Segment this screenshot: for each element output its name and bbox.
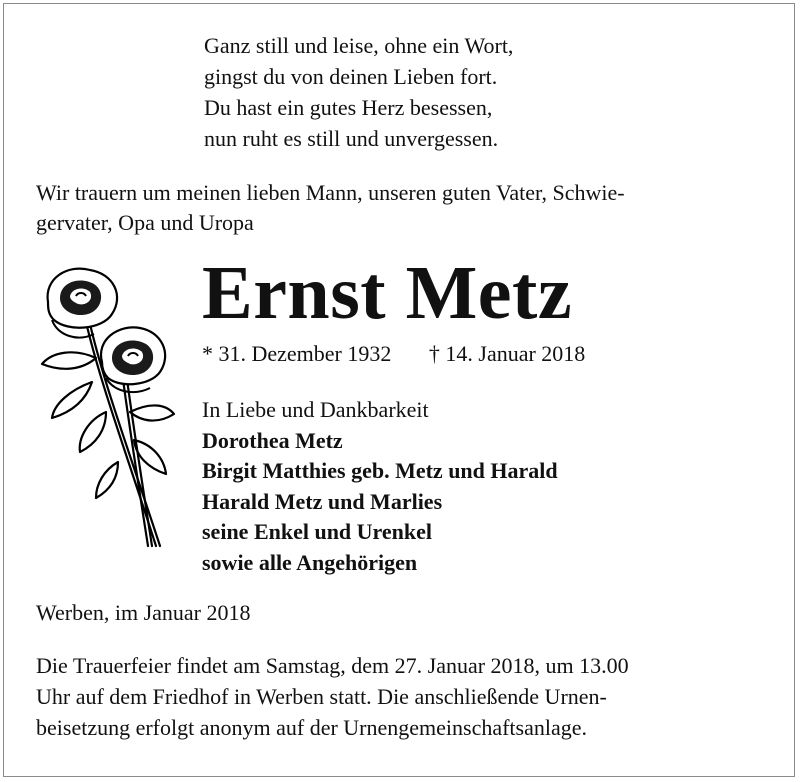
mourners-block — [202, 395, 558, 578]
intro-text — [36, 178, 766, 238]
mourner-name: seine Enkel und Urenkel — [202, 519, 433, 544]
intro-line: gervater, Opa und Uropa — [36, 210, 254, 235]
mourner-name: Dorothea Metz — [202, 427, 343, 453]
birth-date: * 31. Dezember 1932 — [202, 341, 392, 366]
funeral-line: Uhr auf dem Friedhof in Werben statt. Die anschließende Urnen- — [36, 684, 607, 709]
mourner-name: Harald Metz und Marlies — [202, 488, 443, 514]
poem-line: gingst du von deinen Lieben fort. — [204, 64, 498, 89]
death-date: † 14. Januar 2018 — [428, 341, 586, 366]
mourner-name: Birgit Matthies geb. Metz und Harald — [202, 458, 558, 483]
poem-line: Du hast ein gutes Herz besessen, — [204, 95, 493, 120]
place-date: Werben, im Januar 2018 — [36, 600, 251, 625]
poem-line: Ganz still und leise, ohne ein Wort, — [204, 33, 514, 58]
poem-line: nun ruht es still und unvergessen. — [204, 126, 499, 151]
funeral-line: Die Trauerfeier findet am Samstag, dem 27. Januar 2018, um 13.00 — [36, 653, 629, 678]
deceased-name: Ernst Metz — [202, 251, 573, 335]
mourners-lead: In Liebe und Dankbarkeit — [202, 397, 429, 422]
roses-icon — [34, 262, 180, 554]
life-dates — [202, 339, 585, 369]
funeral-info — [36, 650, 766, 743]
funeral-line: beisetzung erfolgt anonym auf der Urnengemeinschaftsanlage. — [36, 715, 588, 740]
poem — [204, 30, 513, 154]
intro-line: Wir trauern um meinen lieben Mann, unseren guten Vater, Schwie- — [36, 180, 625, 205]
mourner-name: sowie alle Angehörigen — [202, 549, 418, 575]
